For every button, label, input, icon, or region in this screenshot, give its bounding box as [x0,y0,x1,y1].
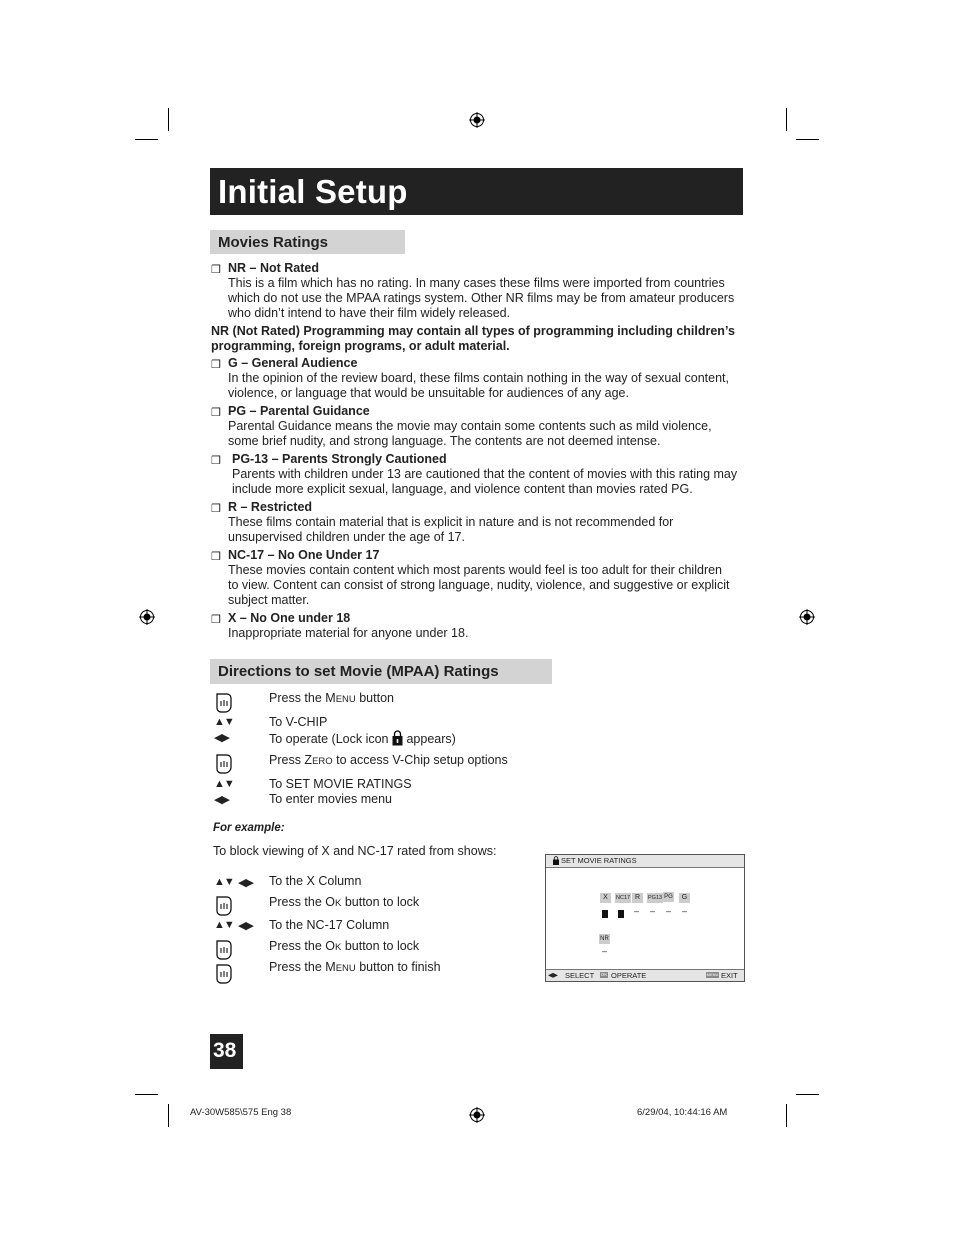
screen-title: SET MOVIE RATINGS [561,856,637,865]
page-number-box [210,1034,243,1069]
ok-button-icon: OK [600,972,608,977]
rating-title-x: X – No One under 18 [228,611,351,625]
section-heading-text: Directions to set Movie (MPAA) Ratings [218,663,499,680]
step-operate: To operate (Lock icon appears) [269,732,456,746]
press-button-hand-icon [213,963,235,985]
registration-mark-icon [469,112,485,128]
rating-desc-x: Inappropriate material for anyone under 18. [228,626,469,640]
page-title-bar [210,168,743,215]
print-footer-left: AV-30W585\575 Eng 38 [190,1107,292,1118]
checkbox-icon: ❒ [211,359,221,371]
rating-title-pg13: PG-13 – Parents Strongly Cautioned [232,452,447,466]
press-button-hand-icon [213,692,235,714]
up-down-arrows-icon: ▲▼ [214,919,234,931]
example-step-menu-finish: Press the MENU button to finish [269,960,441,974]
rating-desc-nr: This is a film which has no rating. In many cases these films were imported from countries which do not use the MPAA ratings system. Other NR films may be from amateur producers who didn’t intend to have their film widely released. [228,276,735,320]
rating-box-x[interactable]: X [600,893,611,903]
lock-icon [618,910,624,918]
rating-title-nc17: NC-17 – No One Under 17 [228,548,380,562]
up-down-arrows-icon: ▲▼ [214,778,234,790]
section-heading-directions [210,659,552,684]
step-set-movie-ratings: To SET MOVIE RATINGS [269,777,412,791]
rating-desc-g: In the opinion of the review board, these films contain nothing in the way of sexual content, violence, or language that would be unsuitable for audiences of any age. [228,371,730,400]
crop-mark [786,108,787,131]
left-right-arrows-icon: ◀▶ [214,794,229,806]
crop-mark [135,139,158,140]
checkbox-icon: ❒ [211,455,221,467]
registration-mark-icon [799,609,815,625]
example-step-nc17-column: To the NC-17 Column [269,918,390,932]
left-right-arrows-icon: ◀▶ [238,920,253,932]
page-number: 38 [213,1039,237,1062]
press-button-hand-icon [213,895,235,917]
example-step-x-column: To the X Column [269,874,362,888]
rating-box-pg[interactable]: PG [664,894,673,900]
press-button-hand-icon [213,753,235,775]
checkbox-icon: ❒ [211,407,221,419]
rating-box-nc17[interactable]: NC17 [616,895,631,901]
footer-exit: EXIT [721,971,738,980]
rating-desc-pg: Parental Guidance means the movie may contain some contents such as mild violence, some brief nudity, and strong language. The contents are not deemed intense. [228,419,712,448]
section-heading-ratings [210,230,405,254]
press-button-hand-icon [213,939,235,961]
unlocked-dash: – [602,946,608,956]
step-zero: Press ZERO to access V-Chip setup options [269,753,508,767]
unlocked-dash: – [650,906,656,916]
rating-desc-r: These films contain material that is explicit in nature and is not recommended for unsupervised children under the age of 17. [228,515,674,544]
rating-box-r[interactable]: R [632,893,643,903]
example-label: For example: [213,822,285,834]
step-vchip: To V-CHIP [269,715,328,729]
rating-box-pg13[interactable]: PG13 [648,895,663,901]
lock-icon [602,910,608,918]
unlocked-dash: – [634,906,640,916]
tv-menu-screen [545,854,745,982]
print-footer-right: 6/29/04, 10:44:16 AM [637,1107,728,1118]
left-right-arrows-icon: ◀▶ [214,732,229,744]
rating-desc-pg13: Parents with children under 13 are cautioned that the content of movies with this rating may include more explicit sexual, language, and violence content than movies rated PG. [232,467,738,496]
screen-header [546,855,744,868]
crop-mark [135,1094,158,1095]
example-intro: To block viewing of X and NC-17 rated from shows: [213,844,497,858]
checkbox-icon: ❒ [211,551,221,563]
rating-title-nr: NR – Not Rated [228,261,319,275]
lock-icon [392,730,403,746]
nr-warning: NR (Not Rated) Programming may contain all types of programming including children’s programming, foreign programs, or adult material. [211,324,735,353]
left-right-arrows-icon: ◀▶ [238,877,253,889]
checkbox-icon: ❒ [211,264,221,276]
lock-icon [553,856,559,865]
checkbox-icon: ❒ [211,503,221,515]
example-step-ok-lock: Press the OK button to lock [269,895,420,909]
rating-title-g: G – General Audience [228,356,358,370]
unlocked-dash: – [682,906,688,916]
crop-mark [168,1104,169,1127]
registration-mark-icon [469,1107,485,1123]
rating-box-nr[interactable]: NR [600,936,609,942]
checkbox-icon: ❒ [211,614,221,626]
registration-mark-icon [139,609,155,625]
rating-desc-nc17: These movies contain content which most parents would feel is too adult for their children to view. Content can consist of strong language, nudity, violence, and suggestive or explicit subject matter. [228,563,730,607]
step-enter-movies-menu: To enter movies menu [269,792,392,806]
crop-mark [786,1104,787,1127]
section-heading-text: Movies Ratings [218,234,329,251]
menu-button-icon: MENU [706,972,719,977]
footer-select: SELECT [565,971,595,980]
up-down-arrows-icon: ▲▼ [214,876,234,888]
rating-title-r: R – Restricted [228,500,313,514]
page-title: Initial Setup [218,173,408,210]
screen-footer [546,969,744,981]
rating-box-g[interactable]: G [679,893,690,903]
crop-mark [796,1094,819,1095]
example-step-ok-lock-2: Press the OK button to lock [269,939,420,953]
crop-mark [796,139,819,140]
rating-title-pg: PG – Parental Guidance [228,404,370,418]
crop-mark [168,108,169,131]
footer-operate: OPERATE [611,971,647,980]
up-down-arrows-icon: ▲▼ [214,716,234,728]
arrows-icon: ◀▶ [548,972,558,979]
step-menu: Press the MENU button [269,691,394,705]
unlocked-dash: – [666,906,672,916]
